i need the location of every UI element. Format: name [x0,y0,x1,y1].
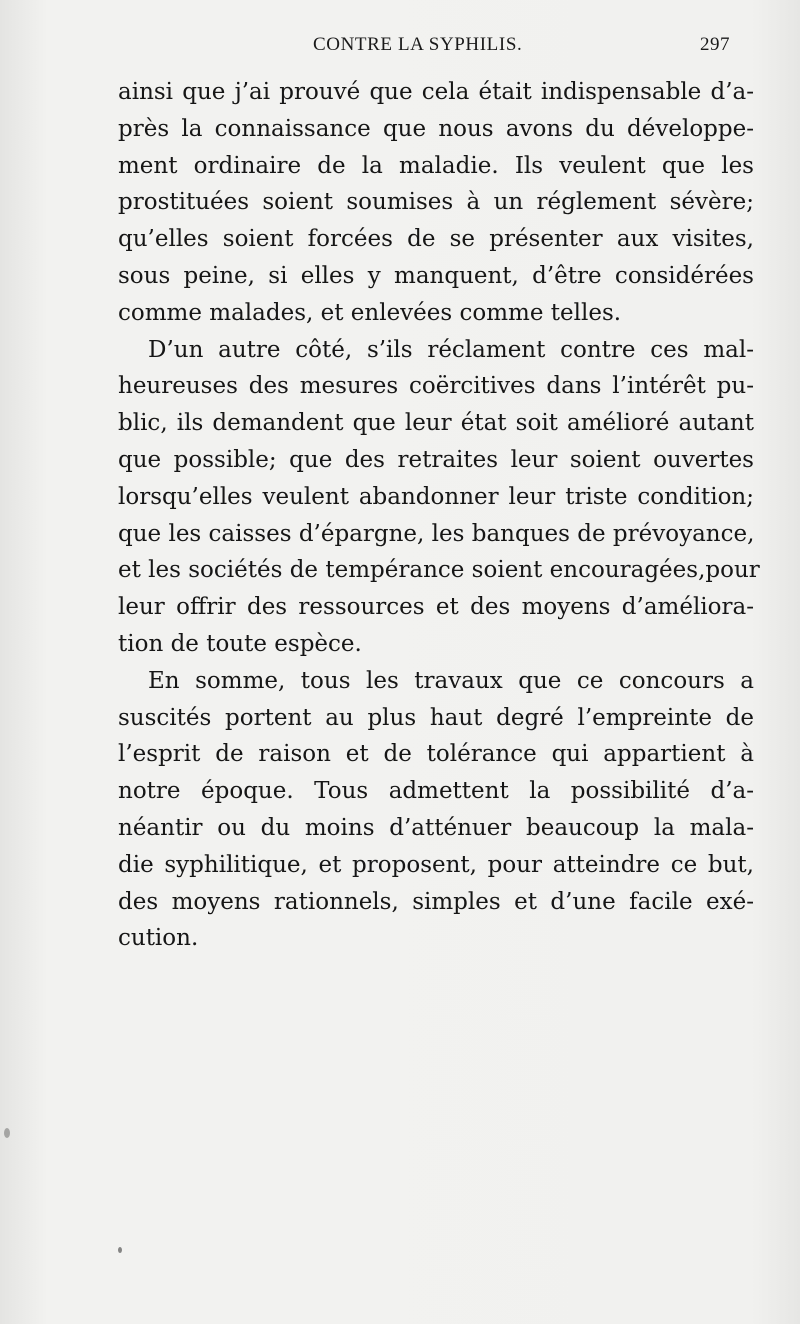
ink-speck [4,1128,10,1138]
text-line: et les sociétés de tempérance soient encouragées,pour [118,557,760,584]
text-line: néantir ou du moins d’atténuer beaucoup la mala- [118,814,754,841]
text-line: que les caisses d’épargne, les banques de prévoyance, [118,520,755,547]
text-line: tion de toute espèce. [118,630,362,657]
text-line: notre époque. Tous admettent la possibilité d’a- [118,778,754,805]
text-line: blic, ils demandent que leur état soit amélioré autant [118,410,754,437]
text-line: que possible; que des retraites leur soient ouvertes [118,446,754,473]
text-line: ment ordinaire de la maladie. Ils veulent que les [118,152,754,179]
text-line: suscités portent au plus haut degré l’empreinte de [118,704,754,731]
text-line: près la connaissance que nous avons du développe- [118,115,754,142]
text-line: comme malades, et enlevées comme telles. [118,299,622,326]
running-title: CONTRE LA SYPHILIS. [313,34,523,55]
page-number: 297 [700,34,730,55]
text-line: D’un autre côté, s’ils réclament contre ces mal- [148,336,754,363]
text-line: des moyens rationnels, simples et d’une facile exé- [118,888,754,915]
text-line: cution. [118,925,199,952]
text-line: prostituées soient soumises à un réglement sévère; [118,189,754,216]
text-line: qu’elles soient forcées de se présenter aux visites, [118,226,754,253]
text-line: l’esprit de raison et de tolérance qui appartient à [118,741,754,768]
text-line: lorsqu’elles veulent abandonner leur triste condition; [118,483,754,510]
text-line: sous peine, si elles y manquent, d’être considérées [118,262,754,289]
body-text [118,74,760,957]
text-line: En somme, tous les travaux que ce concours a [148,667,754,694]
page-header [0,34,800,64]
text-line: ainsi que j’ai prouvé que cela était indispensable d’a- [118,79,754,105]
text-line: heureuses des mesures coërcitives dans l’intérêt pu- [118,373,754,400]
ink-speck [118,1247,122,1253]
text-line: leur offrir des ressources et des moyens d’améliora- [118,594,754,621]
text-line: die syphilitique, et proposent, pour atteindre ce but, [118,851,754,878]
